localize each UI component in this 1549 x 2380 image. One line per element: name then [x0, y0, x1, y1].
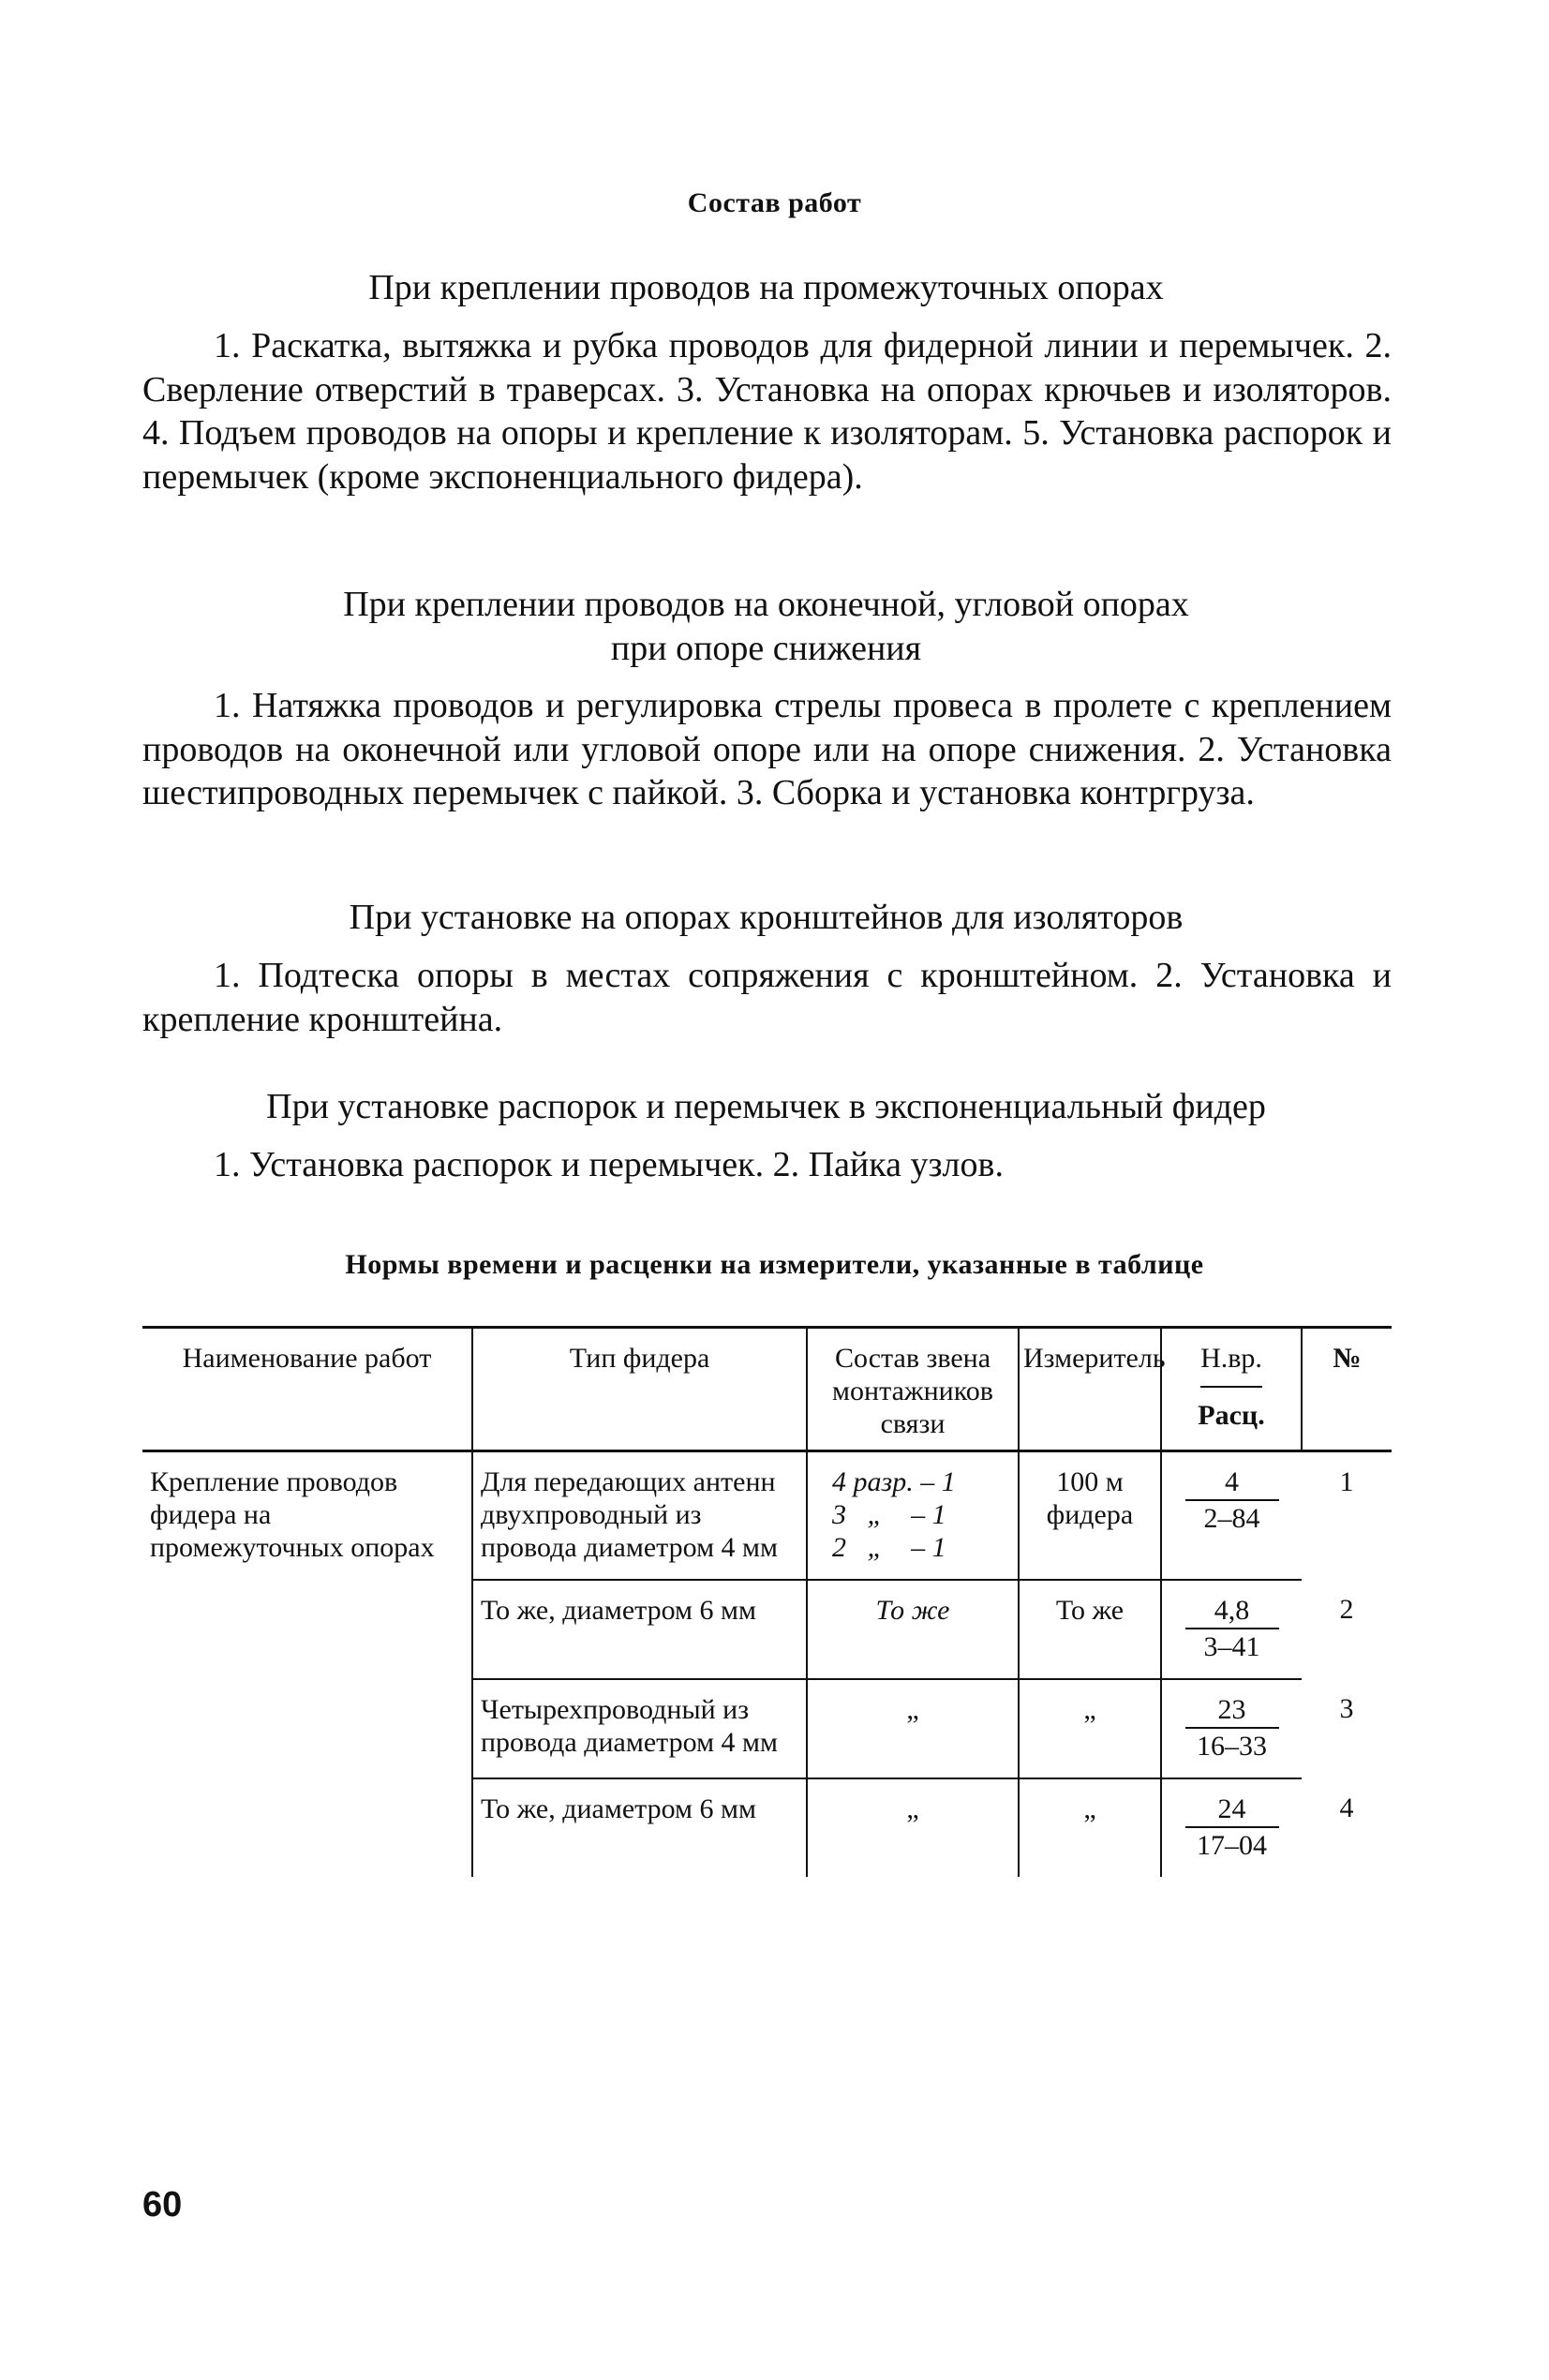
norm-price-cell: [1161, 1679, 1302, 1778]
unit-cell: „: [1019, 1679, 1161, 1778]
norms-table: [142, 1326, 1392, 1877]
header-norm-price: [1161, 1328, 1302, 1451]
time-norm-value: 23: [1185, 1693, 1279, 1729]
norm-price-fraction: [1185, 1693, 1279, 1763]
header-crew: Состав звена монтажников связи: [807, 1328, 1019, 1451]
row-number-cell: 3: [1339, 1693, 1354, 1724]
feeder-type-cell: То же, диаметром 6 мм: [472, 1580, 807, 1679]
section-4-heading: При установке распорок и перемычек в экспоненциальный фидер: [266, 1087, 1266, 1126]
section-2-text: [142, 684, 1392, 815]
table-header-row: [142, 1328, 1392, 1451]
norm-price-cell: [1161, 1778, 1302, 1877]
header-work-name: Наименование работ: [142, 1328, 472, 1451]
norm-price-fraction: [1185, 1792, 1279, 1862]
crew-line: 3 „ – 1: [832, 1499, 946, 1530]
crew-cell: [807, 1451, 1019, 1581]
section-2-text-content: 1. Натяжка проводов и регулировка стрелы провеса в пролете с креплением проводов на оконечной или угловой опоре или на опоре снижения. 2. Установка шестипроводных перемычек с пайкой. 3. Сборка и установка контргруза.: [142, 686, 1392, 812]
page-number: 60: [142, 2185, 183, 2224]
crew-line: 4 разр. – 1: [832, 1466, 956, 1497]
crew-cell: То же: [807, 1580, 1019, 1679]
header-unit: Измеритель: [1019, 1328, 1161, 1451]
unit-cell: 100 м фидера: [1019, 1451, 1161, 1581]
header-norm-fraction: [1191, 1342, 1272, 1432]
header-price: Расц.: [1198, 1400, 1265, 1431]
feeder-type-cell: Четырехпроводный из провода диаметром 4 мм: [472, 1679, 807, 1778]
section-3-heading: При установке на опорах кронштейнов для изоляторов: [349, 898, 1184, 937]
crew-cell: „: [807, 1679, 1019, 1778]
unit-cell: То же: [1019, 1580, 1161, 1679]
header-number: №: [1302, 1328, 1392, 1451]
section-2-heading-line-2: при опоре снижения: [610, 629, 922, 668]
section-1-text-content: 1. Раскатка, вытяжка и рубка проводов для фидерной линии и перемычек. 2. Сверление отверстий в траверсах. 3. Установка на опорах крючьев и изоляторов. 4. Подъем проводов на опоры и крепление к изоляторам. 5. Установка распорок и перемычек (кроме экспоненциального фидера).: [142, 326, 1392, 497]
price-value: 3–41: [1203, 1631, 1260, 1662]
unit-cell: „: [1019, 1778, 1161, 1877]
norm-price-fraction: [1185, 1465, 1279, 1535]
norms-table-title: Нормы времени и расценки на измерители, указанные в таблице: [345, 1249, 1204, 1280]
work-name-cell: Крепление проводов фидера на промежуточных опорах: [150, 1466, 435, 1563]
crew-cell: „: [807, 1778, 1019, 1877]
feeder-type-cell: Для передающих антенн двухпроводный из провода диаметром 4 мм: [472, 1451, 807, 1581]
section-1-text: [142, 324, 1392, 498]
price-value: 17–04: [1197, 1830, 1267, 1861]
row-number-cell: 2: [1339, 1594, 1354, 1625]
norm-price-cell: [1161, 1580, 1302, 1679]
header-norm-time: Н.вр.: [1200, 1342, 1262, 1388]
section-4-text-content: 1. Установка распорок и перемычек. 2. Пайка узлов.: [214, 1145, 1004, 1184]
section-4-text: [142, 1143, 1392, 1187]
price-value: 2–84: [1203, 1503, 1260, 1534]
crew-line: 2 „ – 1: [832, 1532, 946, 1563]
section-3-text-content: 1. Подтеска опоры в местах сопряжения с кронштейном. 2. Установка и крепление кронштейна.: [142, 956, 1392, 1039]
section-2-heading-line-1: При креплении проводов на оконечной, угловой опорах: [343, 585, 1189, 624]
feeder-type-cell: То же, диаметром 6 мм: [472, 1778, 807, 1877]
row-number-cell: 1: [1339, 1466, 1354, 1497]
header-feeder-type: Тип фидера: [472, 1328, 807, 1451]
row-number-cell: 4: [1339, 1792, 1354, 1823]
norm-price-cell: [1161, 1451, 1302, 1581]
price-value: 16–33: [1197, 1731, 1267, 1762]
section-2-heading: [141, 583, 1392, 671]
table-row: [142, 1451, 1392, 1581]
section-3-text: [142, 954, 1392, 1041]
section-1-heading: При креплении проводов на промежуточных опорах: [368, 268, 1164, 307]
time-norm-value: 4,8: [1185, 1594, 1279, 1629]
time-norm-value: 24: [1185, 1792, 1279, 1828]
time-norm-value: 4: [1185, 1465, 1279, 1501]
norm-price-fraction: [1185, 1594, 1279, 1663]
composition-title: Состав работ: [687, 187, 862, 218]
